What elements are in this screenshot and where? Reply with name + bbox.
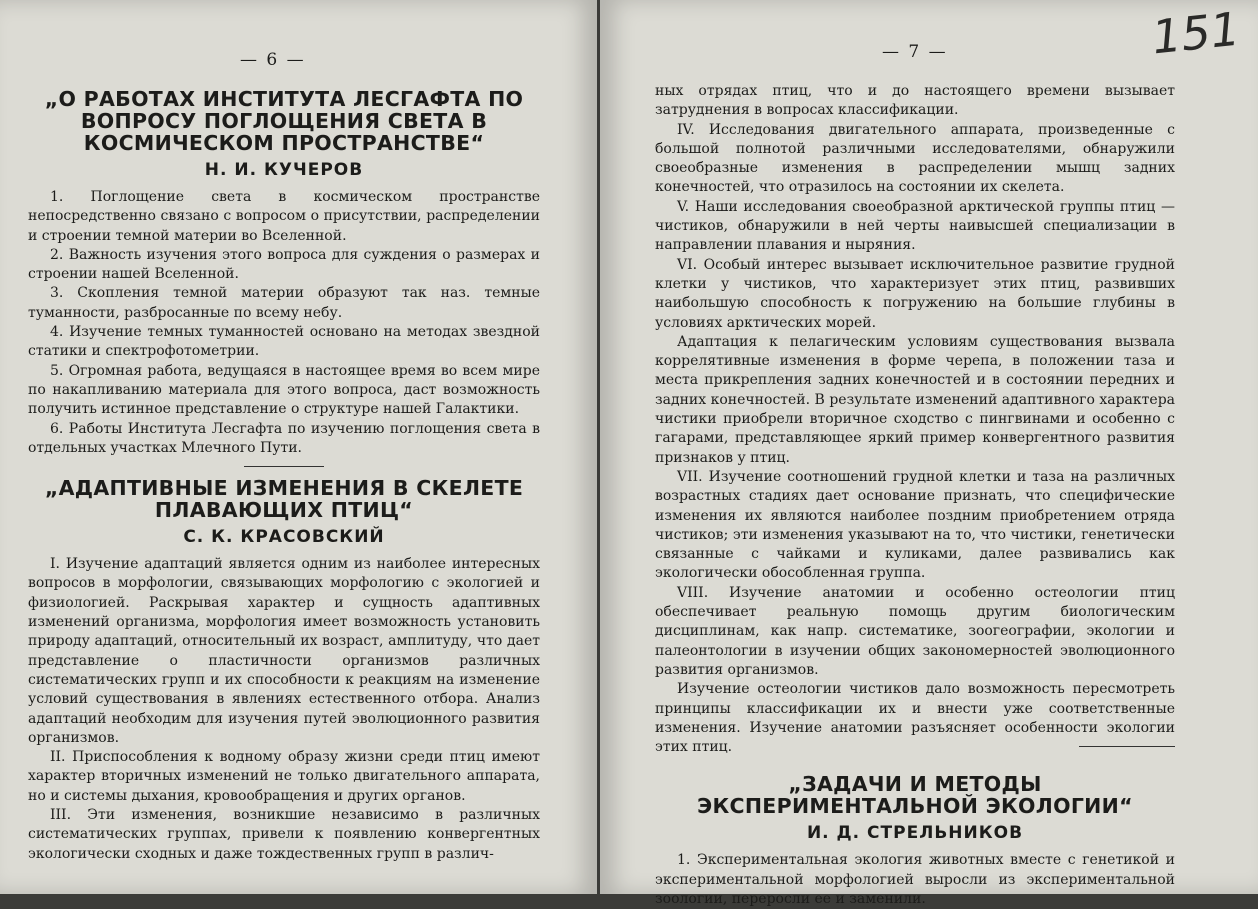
divider [244, 466, 324, 467]
paragraph: 4. Изучение темных туманностей основано на методах звездной статики и спектрофотометрии. [28, 324, 540, 360]
article-title: „О РАБОТАХ ИНСТИТУТА ЛЕСГАФТА ПО ВОПРОСУ ПОГЛОЩЕНИЯ СВЕТА В КОСМИЧЕСКОМ ПРОСТРАНСТВЕ“ [44, 87, 524, 155]
paragraph: IV. Исследования двигательного аппарата, произведенные с большой полнотой различными исследователями, обнаружили своеобразные изменения в распределении мышц задних конечностей, что отразилось на состоянии их скелета. [655, 121, 1175, 196]
paragraph: Изучение остеологии чистиков дало возможность пересмотреть принципы классификации их и внести уже соответственные изменения. Изучение анатомии разъясняет особенности экологии этих птиц. [655, 681, 1175, 756]
paragraph: V. Наши исследования своеобразной арктической группы птиц — чистиков, обнаружили в ней черты наивысшей специализации в направлении плавания и ныряния. [655, 198, 1175, 254]
paragraph: VIII. Изучение анатомии и особенно остеологии птиц обеспечивает реальную помощь другим биологическим дисциплинам, как напр. систематике, зоогеографии, экологии и палеонтологии в изучении общих закономерностей эволюционного развития организмов. [655, 584, 1175, 678]
article-author: С. К. КРАСОВСКИЙ [183, 527, 385, 548]
paragraph: 1. Поглощение света в космическом пространстве непосредственно связано с вопросом о присутствии, распределении и строении темной материи во Вселенной. [28, 189, 540, 244]
article-title: „ЗАДАЧИ И МЕТОДЫ ЭКСПЕРИМЕНТАЛЬНОЙ ЭКОЛОГИИ“ [697, 772, 1133, 819]
right-page [600, 0, 1258, 907]
article-author: Н. И. КУЧЕРОВ [204, 160, 364, 180]
left-column [28, 88, 540, 864]
paragraph: Адаптация к пелагическим условиям существования вызвала коррелятивные изменения в форме черепа, в положении таза и места прикрепления задних конечностей и в состоянии передних и задних конечностей. В результате изменений адаптивного характера чистики приобрели вторичное сходство с пингвинами и особенно с гагарами, представляющее яркий пример конвергентного развития признаков у птиц. [655, 333, 1175, 466]
paragraph: 6. Работы Института Лесгафта по изучению поглощения света в отдельных участках Млечного Пути. [28, 420, 540, 456]
paragraph: 1. Экспериментальная экология животных вместе с генетикой и экспериментальной морфологией выросли из экспериментальной зоологии, переросли ее и заменили. [655, 852, 1175, 907]
handwritten-page-number: 151 [1149, 1, 1243, 65]
paragraph: VI. Особый интерес вызывает исключительное развитие грудной клетки у чистиков, что характеризует этих птиц, развивших наибольшую способность к погружению на большие глубины в условиях арктических морей. [655, 256, 1175, 331]
page-number: — 6 — [240, 50, 306, 70]
paragraph: II. Приспособления к водному образу жизни среди птиц имеют характер вторичных изменений не только двигательного аппарата, но и системы дыхания, кровообращения и других органов. [28, 749, 540, 804]
paragraph: III. Эти изменения, возникшие независимо в различных систематических группах, привели к появлению конвергентных экологически сходных и даже тождественных групп в различ- [28, 807, 540, 862]
page-number: — 7 — [882, 42, 948, 62]
paragraph: ных отрядах птиц, что и до настоящего времени вызывает затруднения в вопросах классификации. [655, 83, 1175, 119]
article-title: „АДАПТИВНЫЕ ИЗМЕНЕНИЯ В СКЕЛЕТЕ ПЛАВАЮЩИХ ПТИЦ“ [44, 476, 524, 523]
paragraph: 2. Важность изучения этого вопроса для суждения о размерах и строении нашей Вселенной. [28, 246, 540, 283]
left-page [0, 0, 597, 894]
right-column [655, 82, 1175, 909]
paragraph: 5. Огромная работа, ведущаяся в настоящее время во всем мире по накапливанию материала для этого вопроса, даст возможность получить истинное представление о структуре нашей Галактики. [28, 362, 540, 418]
paragraph: 3. Скопления темной материи образуют так наз. темные туманности, разбросанные по всему небу. [28, 285, 540, 321]
paragraph: I. Изучение адаптаций является одним из наиболее интересных вопросов в морфологии, связывающих морфологию с экологией и физиологией. Раскрывая характер и сущность адаптивных изменений организма, морфология имеет возможность установить природу адаптаций, относительный их возраст, амплитуду, что дает представление о пластичности организмов различных систематических групп и их способности к реакциям на изменение условий существования в явлениях естественного отбора. Анализ адаптаций необходим для изучения путей эволюционного развития организмов. [28, 556, 540, 746]
spacer [655, 747, 1175, 773]
article-author: И. Д. СТРЕЛЬНИКОВ [806, 823, 1024, 844]
paragraph: VII. Изучение соотношений грудной клетки и таза на различных возрастных стадиях дает основание признать, что специфические изменения их являются наиболее поздним приобретением отряда чистиков; эти изменения указывают на то, что чистики, генетически связанные с чайками и куликами, далее развивались как экологически обособленная группа. [655, 468, 1175, 582]
